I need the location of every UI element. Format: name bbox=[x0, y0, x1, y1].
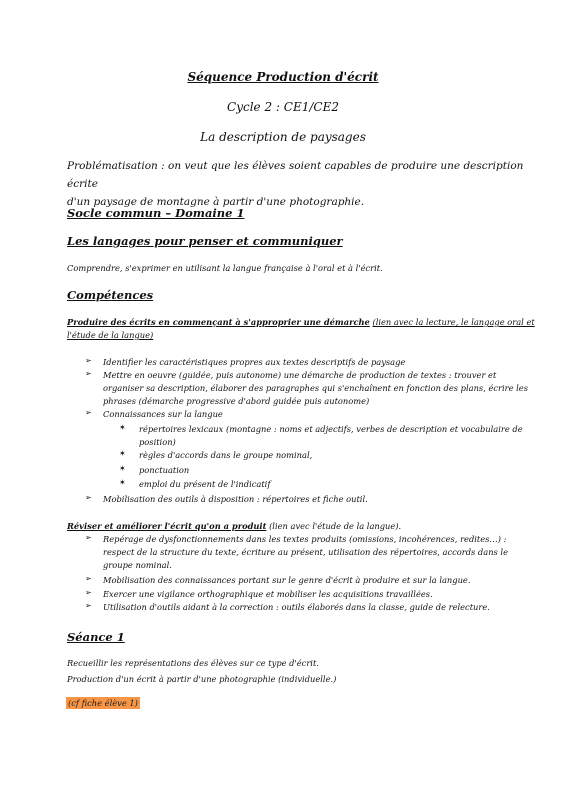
seance-text: Production d'un écrit à partir d'une photographie (individuelle.) bbox=[67, 674, 337, 684]
reviser-paragraph bbox=[67, 520, 401, 533]
seance-heading: Séance 1 bbox=[67, 630, 125, 644]
langages-heading: Les langages pour penser et communiquer bbox=[67, 234, 343, 248]
arrow-bullet-icon: ➢ bbox=[85, 356, 92, 365]
list-item: Connaissances sur la langue bbox=[103, 409, 223, 419]
list-item: Mobilisation des connaissances portant sur le genre d'écrit à produire et sur la langue. bbox=[103, 575, 471, 585]
list-item: Exercer une vigilance orthographique et mobiliser les acquisitions travaillées. bbox=[103, 589, 433, 599]
list-item-line: Mettre en oeuvre (guidée, puis autonome) une démarche de production de textes : trouver et bbox=[103, 370, 497, 380]
list-item: Utilisation d'outils aidant à la correction : outils élaborés dans la classe, guide de relecture. bbox=[103, 602, 490, 612]
arrow-bullet-icon: ➢ bbox=[85, 533, 92, 542]
arrow-bullet-icon: ➢ bbox=[85, 601, 92, 610]
list-item: Mobilisation des outils à disposition : répertoires et fiche outil. bbox=[103, 494, 368, 504]
star-bullet-icon: ✶ bbox=[119, 423, 126, 432]
seance-text: Recueillir les représentations des élèves sur ce type d'écrit. bbox=[67, 658, 319, 668]
arrow-bullet-icon: ➢ bbox=[85, 408, 92, 417]
list-item-line: organiser sa description, élaborer des paragraphes qui s'enchaînent en fonction des plans, écrire les bbox=[103, 383, 528, 393]
sub-list-item: règles d'accords dans le groupe nominal, bbox=[139, 450, 313, 460]
arrow-bullet-icon: ➢ bbox=[85, 369, 92, 378]
produire-bold: Produire des écrits en commençant à s'approprier une démarche bbox=[67, 317, 370, 327]
list-item-line: respect de la structure du texte, écriture au présent, utilisation des répertoires, accords dans le bbox=[103, 547, 508, 557]
star-bullet-icon: ✶ bbox=[119, 478, 126, 487]
list-item-line: Repérage de dysfonctionnements dans les textes produits (omissions, incohérences, redites…) : bbox=[103, 534, 507, 544]
sub-list-item-line: répertoires lexicaux (montagne : noms et adjectifs, verbes de description et vocabulaire de bbox=[139, 424, 523, 434]
star-bullet-icon: ✶ bbox=[119, 449, 126, 458]
sub-list-item-line: position) bbox=[139, 437, 176, 447]
arrow-bullet-icon: ➢ bbox=[85, 574, 92, 583]
sub-list-item: emploi du présent de l'indicatif bbox=[139, 479, 271, 489]
problematique-paragraph bbox=[67, 157, 537, 211]
produire-link-cont: l'étude de la langue) bbox=[67, 330, 154, 340]
list-item-line: phrases (démarche progressive d'abord guidée puis autonome) bbox=[103, 396, 370, 406]
star-bullet-icon: ✶ bbox=[119, 464, 126, 473]
subject-line: La description de paysages bbox=[200, 130, 366, 144]
competences-heading: Compétences bbox=[67, 288, 154, 302]
produire-link: (lien avec la lecture, le langage oral et bbox=[372, 317, 535, 327]
reviser-bold: Réviser et améliorer l'écrit qu'on a produit bbox=[67, 521, 267, 531]
list-item: Identifier les caractéristiques propres aux textes descriptifs de paysage bbox=[103, 357, 406, 367]
list-item bbox=[103, 533, 543, 572]
produire-paragraph bbox=[67, 316, 537, 342]
arrow-bullet-icon: ➢ bbox=[85, 493, 92, 502]
list-item-line: groupe nominal. bbox=[103, 560, 172, 570]
sub-list-item bbox=[139, 423, 539, 449]
cycle-line: Cycle 2 : CE1/CE2 bbox=[227, 100, 339, 114]
reviser-link: (lien avec l'étude de la langue). bbox=[269, 521, 402, 531]
list-item bbox=[103, 369, 543, 408]
comprendre-text: Comprendre, s'exprimer en utilisant la langue française à l'oral et à l'écrit. bbox=[67, 263, 383, 273]
problematique-line: d'un paysage de montagne à partir d'une photographie. bbox=[67, 196, 365, 208]
document-title: Séquence Production d'écrit bbox=[187, 70, 379, 84]
socle-heading: Socle commun – Domaine 1 bbox=[67, 206, 245, 220]
problematique-line: Problématisation : on veut que les élèves soient capables de produire une description écrite bbox=[67, 160, 524, 190]
fiche-eleve-highlight: (cf fiche élève 1) bbox=[68, 698, 138, 708]
arrow-bullet-icon: ➢ bbox=[85, 588, 92, 597]
sub-list-item: ponctuation bbox=[139, 465, 190, 475]
